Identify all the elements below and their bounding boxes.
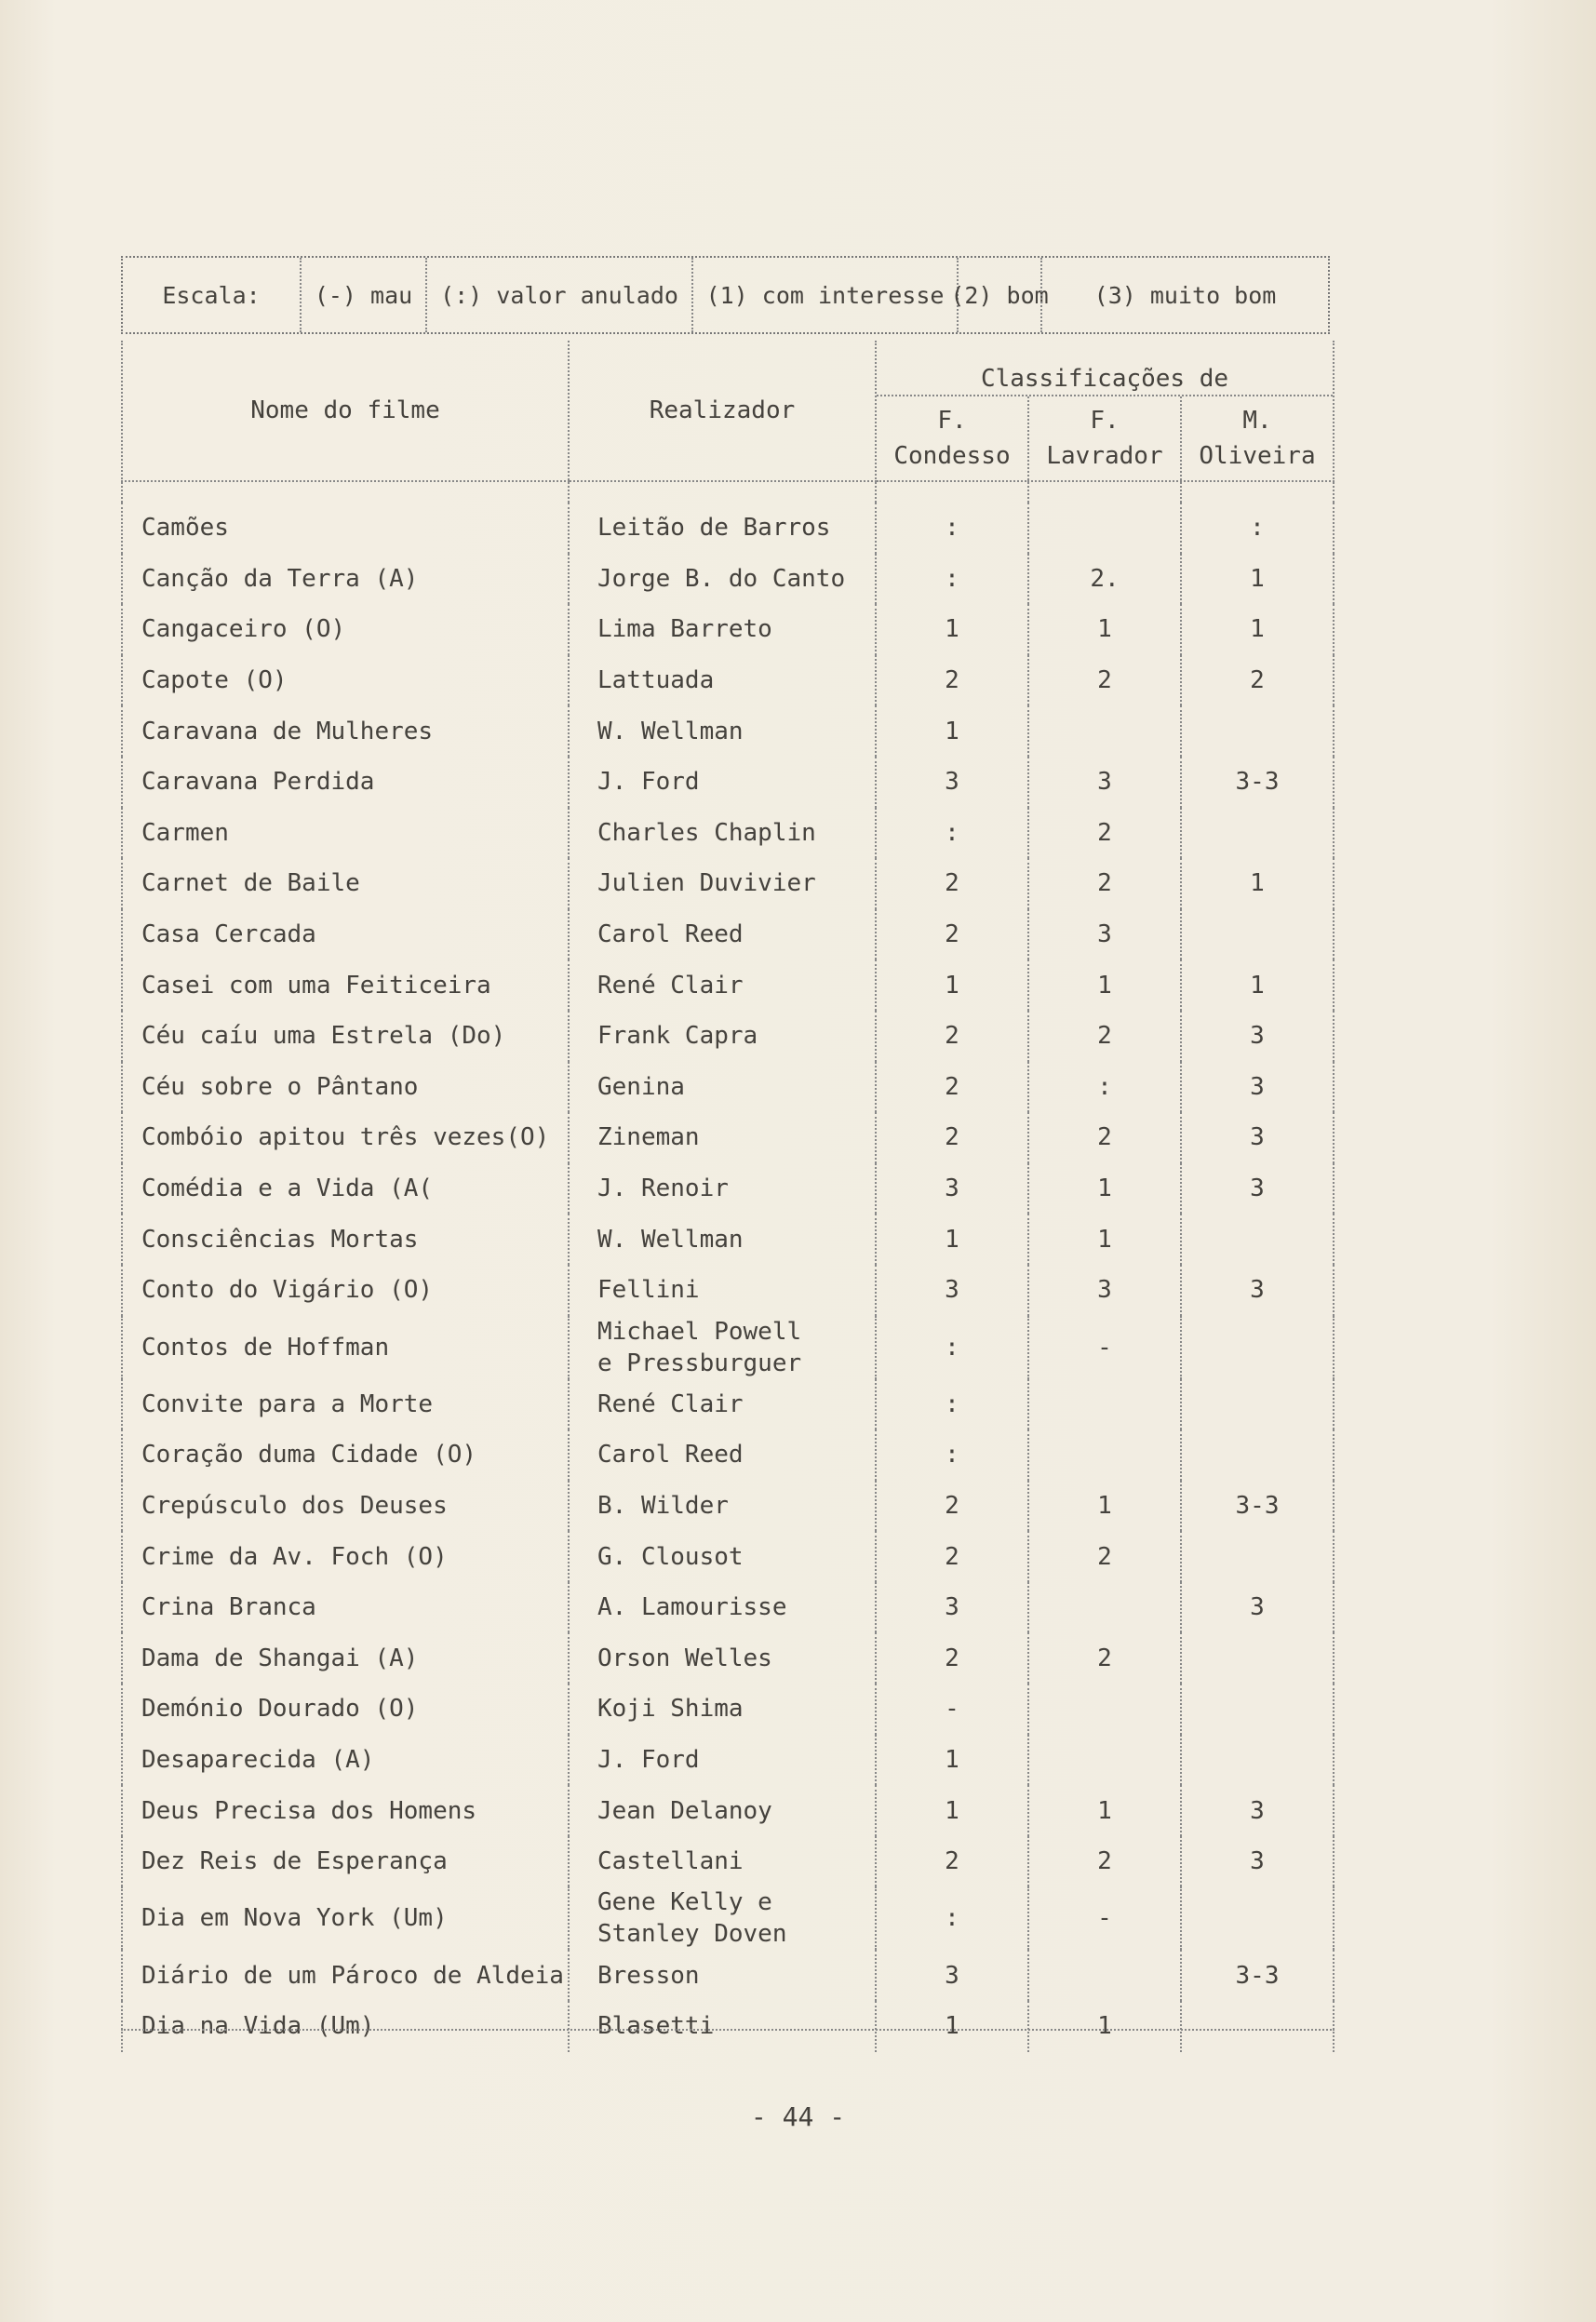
director-cell: A. Lamourisse	[569, 1582, 876, 1633]
rating-condesso-cell: 1	[945, 1745, 959, 1774]
director-cell: W. Wellman	[569, 705, 876, 757]
film-name-cell: Deus Precisa dos Homens	[122, 1785, 569, 1836]
rating-oliveira-cell: 3	[1181, 1062, 1334, 1113]
table-row	[122, 503, 1334, 554]
rating-condesso-cell: :	[945, 514, 959, 543]
rating-condesso-cell: 2	[945, 869, 959, 898]
rating-condesso-cell: 2	[945, 1491, 959, 1520]
film-name-cell: Conto do Vigário (O)	[122, 1265, 569, 1316]
rating-oliveira-cell: 2	[1181, 655, 1334, 706]
film-name-cell: Combóio apitou três vezes(O)	[122, 1112, 569, 1163]
rater-lavrador-header: F. Lavrador	[1027, 396, 1180, 480]
film-name-cell: Céu sobre o Pântano	[122, 1062, 569, 1113]
rating-condesso-cell: 1	[945, 1796, 959, 1825]
film-name-cell: Crime da Av. Foch (O)	[122, 1531, 569, 1582]
table-row	[122, 1265, 1334, 1316]
page-number: - 44 -	[750, 2101, 846, 2132]
table-row	[122, 1684, 1334, 1735]
rating-condesso-cell: 3	[945, 1276, 959, 1305]
director-header: Realizador	[569, 341, 876, 481]
table-row	[122, 1785, 1334, 1836]
table-row	[122, 1062, 1334, 1113]
rating-oliveira-cell: 3	[1181, 1011, 1334, 1062]
table-row	[122, 960, 1334, 1011]
rating-lavrador-cell	[1028, 1684, 1181, 1735]
rating-oliveira-cell: 3-3	[1181, 1481, 1334, 1532]
rating-lavrador-cell: :	[1028, 1062, 1181, 1113]
rating-oliveira-cell: 1	[1181, 960, 1334, 1011]
rating-condesso-cell: 3	[945, 1593, 959, 1622]
rating-oliveira-cell: 3	[1181, 1112, 1334, 1163]
rating-lavrador-cell: 1	[1028, 2001, 1181, 2052]
table-row	[122, 1836, 1334, 1887]
director-cell: Genina	[569, 1062, 876, 1113]
rating-lavrador-cell: 1	[1028, 1163, 1181, 1215]
rating-lavrador-cell: -	[1028, 1886, 1181, 1950]
rating-oliveira-cell: 3	[1181, 1582, 1334, 1633]
director-cell: Julien Duvivier	[569, 858, 876, 909]
rating-lavrador-cell: 3	[1028, 1265, 1181, 1316]
director-cell: Jorge B. do Canto	[569, 554, 876, 605]
director-cell: Jean Delanoy	[569, 1785, 876, 1836]
director-cell	[569, 1886, 876, 1950]
film-name-cell: Desaparecida (A)	[122, 1735, 569, 1786]
rating-condesso-cell: :	[945, 818, 959, 847]
rating-lavrador-cell: 1	[1028, 960, 1181, 1011]
table-row	[122, 1531, 1334, 1582]
rating-lavrador-cell: 2	[1028, 858, 1181, 909]
film-name-cell: Cangaceiro (O)	[122, 604, 569, 655]
rating-oliveira-cell	[1181, 909, 1334, 960]
rating-condesso-cell: -	[945, 1695, 959, 1724]
table-spacer-row	[122, 481, 1334, 503]
rating-oliveira-cell	[1181, 2001, 1334, 2052]
scale-label: Escala:	[162, 281, 261, 309]
rating-lavrador-cell	[1028, 1950, 1181, 2001]
rating-condesso-cell: :	[945, 1904, 959, 1933]
rating-oliveira-cell: :	[1181, 503, 1334, 554]
table-row	[122, 1214, 1334, 1265]
rating-oliveira-cell	[1181, 1531, 1334, 1582]
rating-lavrador-cell	[1028, 1582, 1181, 1633]
director-line-2: Stanley Doven	[597, 1920, 787, 1949]
rating-condesso-cell: :	[945, 564, 959, 593]
rating-condesso-cell: 3	[945, 1174, 959, 1203]
film-name-cell: Consciências Mortas	[122, 1214, 569, 1265]
rating-condesso-cell: 1	[945, 2012, 959, 2041]
table-row	[122, 1886, 1334, 1950]
rating-lavrador-cell: 1	[1028, 604, 1181, 655]
rating-lavrador-cell: 2	[1028, 1531, 1181, 1582]
film-name-cell: Coração duma Cidade (O)	[122, 1429, 569, 1481]
table-row	[122, 604, 1334, 655]
table-row	[122, 909, 1334, 960]
rating-lavrador-cell: 2	[1028, 1112, 1181, 1163]
film-name-cell: Comédia e a Vida (A(	[122, 1163, 569, 1215]
rating-oliveira-cell: 1	[1181, 604, 1334, 655]
rating-oliveira-cell	[1181, 1684, 1334, 1735]
director-cell: Frank Capra	[569, 1011, 876, 1062]
table-row	[122, 1379, 1334, 1430]
rating-oliveira-cell	[1181, 1886, 1334, 1950]
table-header-row	[122, 341, 1334, 481]
director-cell: J. Ford	[569, 1735, 876, 1786]
rating-lavrador-cell: 2	[1028, 655, 1181, 706]
rating-oliveira-cell	[1181, 1379, 1334, 1430]
rating-oliveira-cell: 3	[1181, 1785, 1334, 1836]
director-cell: W. Wellman	[569, 1214, 876, 1265]
director-cell: René Clair	[569, 960, 876, 1011]
film-name-cell: Carmen	[122, 808, 569, 859]
film-name-cell: Diário de um Pároco de Aldeia	[122, 1950, 569, 2001]
rating-lavrador-cell: 2.	[1028, 554, 1181, 605]
film-name-cell: Dia em Nova York (Um)	[122, 1886, 569, 1950]
rating-lavrador-cell	[1028, 1429, 1181, 1481]
table-row	[122, 1429, 1334, 1481]
rating-oliveira-cell: 3	[1181, 1265, 1334, 1316]
table-row	[122, 2001, 1334, 2052]
director-cell: Leitão de Barros	[569, 503, 876, 554]
table-bottom-border	[121, 2029, 1334, 2031]
rating-lavrador-cell: 3	[1028, 909, 1181, 960]
rating-condesso-cell: 3	[945, 1961, 959, 1990]
rating-condesso-cell: 1	[945, 717, 959, 745]
director-cell: Blasetti	[569, 2001, 876, 2052]
film-name-cell: Crina Branca	[122, 1582, 569, 1633]
rating-condesso-cell: 2	[945, 1123, 959, 1152]
table-row	[122, 1011, 1334, 1062]
table-row	[122, 1582, 1334, 1633]
rating-lavrador-cell	[1028, 1379, 1181, 1430]
film-name-cell: Camões	[122, 503, 569, 554]
rating-oliveira-cell	[1181, 1429, 1334, 1481]
scale-item-bad: (-) mau	[300, 258, 425, 332]
director-cell: Zineman	[569, 1112, 876, 1163]
table-row	[122, 1481, 1334, 1532]
scale-item-interesting: (1) com interesse	[691, 258, 957, 332]
rating-lavrador-cell: 1	[1028, 1785, 1181, 1836]
table-row	[122, 1163, 1334, 1215]
ratings-header	[876, 341, 1334, 481]
rating-lavrador-cell	[1028, 503, 1181, 554]
film-name-cell: Demónio Dourado (O)	[122, 1684, 569, 1735]
film-name-cell: Casa Cercada	[122, 909, 569, 960]
director-cell: Castellani	[569, 1836, 876, 1887]
director-cell: Lattuada	[569, 655, 876, 706]
rating-condesso-cell: 1	[945, 1225, 959, 1254]
rating-oliveira-cell	[1181, 1632, 1334, 1684]
rating-lavrador-cell	[1028, 705, 1181, 757]
director-cell: Bresson	[569, 1950, 876, 2001]
table-row	[122, 1632, 1334, 1684]
table-row	[122, 705, 1334, 757]
rating-oliveira-cell	[1181, 808, 1334, 859]
rating-lavrador-cell: 2	[1028, 1011, 1181, 1062]
director-cell: B. Wilder	[569, 1481, 876, 1532]
table-row	[122, 808, 1334, 859]
director-cell: Orson Welles	[569, 1632, 876, 1684]
rating-condesso-cell: 2	[945, 920, 959, 949]
film-name-header: Nome do filme	[122, 341, 569, 481]
table-row	[122, 1112, 1334, 1163]
rating-oliveira-cell	[1181, 1316, 1334, 1379]
director-cell: Lima Barreto	[569, 604, 876, 655]
director-cell: J. Renoir	[569, 1163, 876, 1215]
table-row	[122, 1316, 1334, 1379]
rating-oliveira-cell: 3	[1181, 1163, 1334, 1215]
rating-lavrador-cell	[1028, 1735, 1181, 1786]
film-ratings-table	[121, 341, 1334, 2052]
film-name-cell: Caravana Perdida	[122, 757, 569, 808]
rating-condesso-cell: :	[945, 1441, 959, 1470]
rating-oliveira-cell: 1	[1181, 858, 1334, 909]
rating-oliveira-cell: 3-3	[1181, 757, 1334, 808]
rating-condesso-cell: 1	[945, 971, 959, 1000]
rating-condesso-cell: 2	[945, 666, 959, 695]
film-name-cell: Céu caíu uma Estrela (Do)	[122, 1011, 569, 1062]
rating-lavrador-cell: -	[1028, 1316, 1181, 1379]
rating-oliveira-cell: 3	[1181, 1836, 1334, 1887]
rating-condesso-cell: :	[945, 1333, 959, 1362]
ratings-title: Classificações de	[877, 341, 1333, 396]
rating-lavrador-cell: 2	[1028, 1836, 1181, 1887]
rating-lavrador-cell: 2	[1028, 1632, 1181, 1684]
film-name-cell: Dama de Shangai (A)	[122, 1632, 569, 1684]
director-cell: René Clair	[569, 1379, 876, 1430]
rating-oliveira-cell	[1181, 705, 1334, 757]
director-cell: Fellini	[569, 1265, 876, 1316]
film-name-cell: Caravana de Mulheres	[122, 705, 569, 757]
director-line-1: Gene Kelly e	[597, 1888, 772, 1917]
rating-condesso-cell: :	[945, 1389, 959, 1418]
table-row	[122, 655, 1334, 706]
film-name-cell: Carnet de Baile	[122, 858, 569, 909]
rating-scale-legend	[121, 256, 1330, 334]
director-cell	[569, 1316, 876, 1379]
director-cell: J. Ford	[569, 757, 876, 808]
table-row	[122, 757, 1334, 808]
rating-lavrador-cell: 1	[1028, 1481, 1181, 1532]
scale-item-very-good: (3) muito bom	[1040, 258, 1328, 332]
director-line-2: e Pressburguer	[597, 1349, 802, 1377]
director-line-1: Michael Powell	[597, 1317, 802, 1346]
table-row	[122, 554, 1334, 605]
scale-item-annulled: (:) valor anulado	[425, 258, 691, 332]
rating-condesso-cell: 2	[945, 1847, 959, 1876]
film-name-cell: Contos de Hoffman	[122, 1316, 569, 1379]
director-cell: Koji Shima	[569, 1684, 876, 1735]
film-name-cell: Canção da Terra (A)	[122, 554, 569, 605]
rating-oliveira-cell	[1181, 1214, 1334, 1265]
rating-condesso-cell: 2	[945, 1542, 959, 1571]
table-row	[122, 1735, 1334, 1786]
film-name-cell: Convite para a Morte	[122, 1379, 569, 1430]
rating-lavrador-cell: 2	[1028, 808, 1181, 859]
rating-condesso-cell: 2	[945, 1072, 959, 1101]
rating-lavrador-cell: 3	[1028, 757, 1181, 808]
director-cell: G. Clousot	[569, 1531, 876, 1582]
rater-oliveira-header: M. Oliveira	[1180, 396, 1333, 480]
rating-oliveira-cell: 3-3	[1181, 1950, 1334, 2001]
director-cell: Carol Reed	[569, 909, 876, 960]
director-cell: Carol Reed	[569, 1429, 876, 1481]
film-name-cell: Dez Reis de Esperança	[122, 1836, 569, 1887]
rating-condesso-cell: 3	[945, 768, 959, 797]
rating-condesso-cell: 2	[945, 1022, 959, 1051]
film-name-cell: Capote (O)	[122, 655, 569, 706]
rater-condesso-header: F. Condesso	[893, 407, 1011, 470]
rating-oliveira-cell: 1	[1181, 554, 1334, 605]
table-row	[122, 1950, 1334, 2001]
rating-condesso-cell: 1	[945, 615, 959, 644]
rating-lavrador-cell: 1	[1028, 1214, 1181, 1265]
table-row	[122, 858, 1334, 909]
film-name-cell: Casei com uma Feiticeira	[122, 960, 569, 1011]
scale-item-good: (2) bom	[957, 258, 1040, 332]
director-cell: Charles Chaplin	[569, 808, 876, 859]
rating-oliveira-cell	[1181, 1735, 1334, 1786]
film-name-cell: Crepúsculo dos Deuses	[122, 1481, 569, 1532]
film-name-cell: Dia na Vida (Um)	[122, 2001, 569, 2052]
rating-condesso-cell: 2	[945, 1644, 959, 1672]
